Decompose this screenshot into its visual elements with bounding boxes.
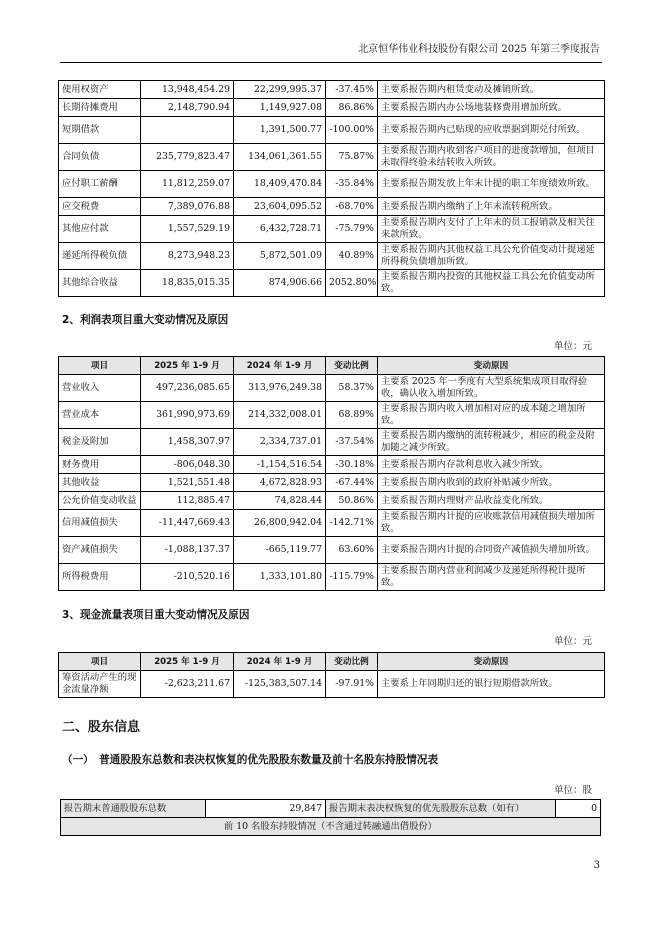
row-prior: 74,828.44: [234, 492, 326, 510]
row-item: 营业收入: [59, 375, 141, 402]
row-change: 58.37%: [326, 375, 378, 402]
row-item: 应交税费: [59, 198, 141, 216]
row-reason: 主要系报告期发放上年末计提的职工年度绩效所致。: [378, 171, 605, 198]
row-prior: 6,432,728.71: [234, 216, 326, 243]
row-item: 递延所得税负债: [59, 243, 141, 270]
table-row: [59, 375, 605, 402]
shareholder-section-title: 二、股东信息: [62, 720, 141, 735]
row-current: -11,447,669.43: [141, 510, 234, 537]
row-item: 所得税费用: [59, 564, 141, 591]
table-row: [59, 564, 605, 591]
income-table-body: [59, 375, 605, 591]
row-item: 公允价值变动收益: [59, 492, 141, 510]
shareholder-table: [60, 799, 601, 836]
row-reason: 主要系报告期内计提的合同资产减值损失增加所致。: [378, 537, 605, 564]
row-item: 其他综合收益: [59, 270, 141, 297]
row-current: 361,990,973.69: [141, 402, 234, 429]
row-item: 短期借款: [59, 117, 141, 144]
row-change: -68.70%: [326, 198, 378, 216]
income-header-row: [59, 357, 605, 375]
row-item: 其他应付款: [59, 216, 141, 243]
row-prior: 23,604,095.52: [234, 198, 326, 216]
row-change: 68.89%: [326, 402, 378, 429]
row-reason: 主要系报告期内已贴现的应收票据到期兑付所致。: [378, 117, 605, 144]
row-prior: 313,976,249.38: [234, 375, 326, 402]
table-row: [61, 800, 601, 818]
row-current: -1,088,137.37: [141, 537, 234, 564]
income-change-table: [58, 356, 605, 591]
shareholder-unit-label: 单位：股: [553, 785, 592, 796]
table-row: [59, 144, 605, 171]
common-shareholders-value: 29,847: [206, 800, 326, 818]
row-prior: 1,149,927.08: [234, 99, 326, 117]
shareholder-subtitle: （一） 普通股股东总数和表决权恢复的优先股股东数量及前十名股东持股情况表: [62, 754, 439, 766]
income-header-change: 变动比例: [326, 357, 378, 375]
row-prior: 1,391,500.77: [234, 117, 326, 144]
row-item: 财务费用: [59, 456, 141, 474]
table-row: [59, 198, 605, 216]
common-shareholders-label: 报告期末普通股股东总数: [61, 800, 206, 818]
table-row: [59, 99, 605, 117]
row-current: 18,835,015.35: [141, 270, 234, 297]
row-reason: 主要系报告期内理财产品收益变化所致。: [378, 492, 605, 510]
table-row: [59, 456, 605, 474]
cash-unit-label: 单位：元: [553, 636, 592, 647]
header-divider: [60, 62, 602, 63]
cash-section-title: 3、现金流量表项目重大变动情况及原因: [62, 609, 250, 621]
row-prior: -665,119.77: [234, 537, 326, 564]
table-row: [59, 270, 605, 297]
row-item: 长期待摊费用: [59, 99, 141, 117]
cash-header-current: 2025 年 1-9 月: [141, 653, 234, 671]
income-header-current: 2025 年 1-9 月: [141, 357, 234, 375]
row-reason: 主要系报告期内其他权益工具公允价值变动计提递延所得税负债增加所致。: [378, 243, 605, 270]
row-prior: 26,800,942.04: [234, 510, 326, 537]
row-item: 应付职工薪酬: [59, 171, 141, 198]
row-current: 13,948,454.29: [141, 81, 234, 99]
row-change: -100.00%: [326, 117, 378, 144]
income-section-title: 2、利润表项目重大变动情况及原因: [62, 314, 229, 326]
table-row: [59, 171, 605, 198]
row-current: 1,458,307.97: [141, 429, 234, 456]
page-number: 3: [593, 860, 600, 871]
row-reason: 主要系报告期内收到客户项目的进度款增加，但项目未取得终验未结转收入所致。: [378, 144, 605, 171]
row-current: 8,273,948.23: [141, 243, 234, 270]
row-current: 235,779,823.47: [141, 144, 234, 171]
row-item: 税金及附加: [59, 429, 141, 456]
table-row: [59, 492, 605, 510]
row-reason: 主要系报告期内投资的其他权益工具公允价值变动所致。: [378, 270, 605, 297]
row-change: -30.18%: [326, 456, 378, 474]
preferred-shareholders-value: 0: [556, 800, 601, 818]
table-row: [59, 474, 605, 492]
row-current: 2,148,790.94: [141, 99, 234, 117]
row-item: 使用权资产: [59, 81, 141, 99]
row-prior: 4,672,828.93: [234, 474, 326, 492]
row-prior: 874,906.66: [234, 270, 326, 297]
row-change: 50.86%: [326, 492, 378, 510]
row-reason: 主要系报告期内计提的应收账款信用减值损失增加所致。: [378, 510, 605, 537]
cash-header-reason: 变动原因: [378, 653, 605, 671]
income-header-reason: 变动原因: [378, 357, 605, 375]
table-row: [61, 818, 601, 836]
table-row: [59, 429, 605, 456]
row-current: -806,048.30: [141, 456, 234, 474]
row-current: 112,885.47: [141, 492, 234, 510]
cash-row-item: 筹资活动产生的现金流量净额: [59, 671, 141, 698]
preferred-shareholders-label: 报告期末表决权恢复的优先股股东总数（如有）: [326, 800, 556, 818]
row-prior: 18,409,470.84: [234, 171, 326, 198]
row-change: 40.89%: [326, 243, 378, 270]
table-row: [59, 510, 605, 537]
balance-table-body: [59, 81, 605, 297]
table-row: [59, 402, 605, 429]
row-current: 11,812,259.07: [141, 171, 234, 198]
row-change: -67.44%: [326, 474, 378, 492]
row-prior: 22,299,995.37: [234, 81, 326, 99]
row-change: -37.54%: [326, 429, 378, 456]
table-row: [59, 216, 605, 243]
row-change: -115.79%: [326, 564, 378, 591]
row-prior: 214,332,008.01: [234, 402, 326, 429]
row-reason: 主要系报告期内缴纳了上年末流转税所致。: [378, 198, 605, 216]
row-reason: 主要系报告期内缴纳的流转税减少，相应的税金及附加随之减少所致。: [378, 429, 605, 456]
cash-change-table: [58, 652, 605, 698]
row-item: 资产减值损失: [59, 537, 141, 564]
row-current: [141, 117, 234, 144]
income-header-item: 项目: [59, 357, 141, 375]
row-change: 75.87%: [326, 144, 378, 171]
cash-header-prior: 2024 年 1-9 月: [234, 653, 326, 671]
row-prior: 134,061,361.55: [234, 144, 326, 171]
row-reason: 主要系报告期内营业利润减少及递延所得税计提所致。: [378, 564, 605, 591]
row-item: 营业成本: [59, 402, 141, 429]
cash-header-item: 项目: [59, 653, 141, 671]
row-item: 信用减值损失: [59, 510, 141, 537]
top10-shareholders-label: 前 10 名股东持股情况（不含通过转融通出借股份）: [61, 818, 601, 836]
row-change: -37.45%: [326, 81, 378, 99]
row-item: 其他收益: [59, 474, 141, 492]
income-header-prior: 2024 年 1-9 月: [234, 357, 326, 375]
row-prior: 2,334,737.01: [234, 429, 326, 456]
cash-row-current: -2,623,211.67: [141, 671, 234, 698]
row-change: -142.71%: [326, 510, 378, 537]
row-reason: 主要系报告期内租赁变动及摊销所致。: [378, 81, 605, 99]
cash-row-reason: 主要系上年同期归还的银行短期借款所致。: [378, 671, 605, 698]
report-header-title: 北京恒华伟业科技股份有限公司 2025 年第三季度报告: [358, 44, 600, 55]
cash-row-prior: -125,383,507.14: [234, 671, 326, 698]
income-unit-label: 单位：元: [553, 341, 592, 352]
row-reason: 主要系报告期内办公场地装修费用增加所致。: [378, 99, 605, 117]
row-current: -210,520.16: [141, 564, 234, 591]
row-reason: 主要系 2025 年一季度有大型系统集成项目取得验收，确认收入增加所致。: [378, 375, 605, 402]
row-prior: -1,154,516.54: [234, 456, 326, 474]
row-prior: 1,333,101.80: [234, 564, 326, 591]
table-row: [59, 671, 605, 698]
row-change: 2052.80%: [326, 270, 378, 297]
row-current: 7,389,076.88: [141, 198, 234, 216]
row-change: -35.84%: [326, 171, 378, 198]
table-row: [59, 243, 605, 270]
row-prior: 5,872,501.09: [234, 243, 326, 270]
row-change: 86.86%: [326, 99, 378, 117]
row-current: 497,236,085.65: [141, 375, 234, 402]
row-reason: 主要系报告期内支付了上年末的员工报销款及相关往来款所致。: [378, 216, 605, 243]
row-reason: 主要系报告期内收到的政府补贴减少所致。: [378, 474, 605, 492]
cash-row-change: -97.91%: [326, 671, 378, 698]
row-change: -75.79%: [326, 216, 378, 243]
row-change: 63.60%: [326, 537, 378, 564]
table-row: [59, 81, 605, 99]
table-row: [59, 537, 605, 564]
row-item: 合同负债: [59, 144, 141, 171]
balance-change-table: [58, 80, 605, 297]
row-current: 1,521,551.48: [141, 474, 234, 492]
table-row: [59, 117, 605, 144]
row-reason: 主要系报告期内存款利息收入减少所致。: [378, 456, 605, 474]
row-reason: 主要系报告期内收入增加相对应的成本随之增加所致。: [378, 402, 605, 429]
row-current: 1,557,529.19: [141, 216, 234, 243]
cash-header-row: [59, 653, 605, 671]
cash-header-change: 变动比例: [326, 653, 378, 671]
